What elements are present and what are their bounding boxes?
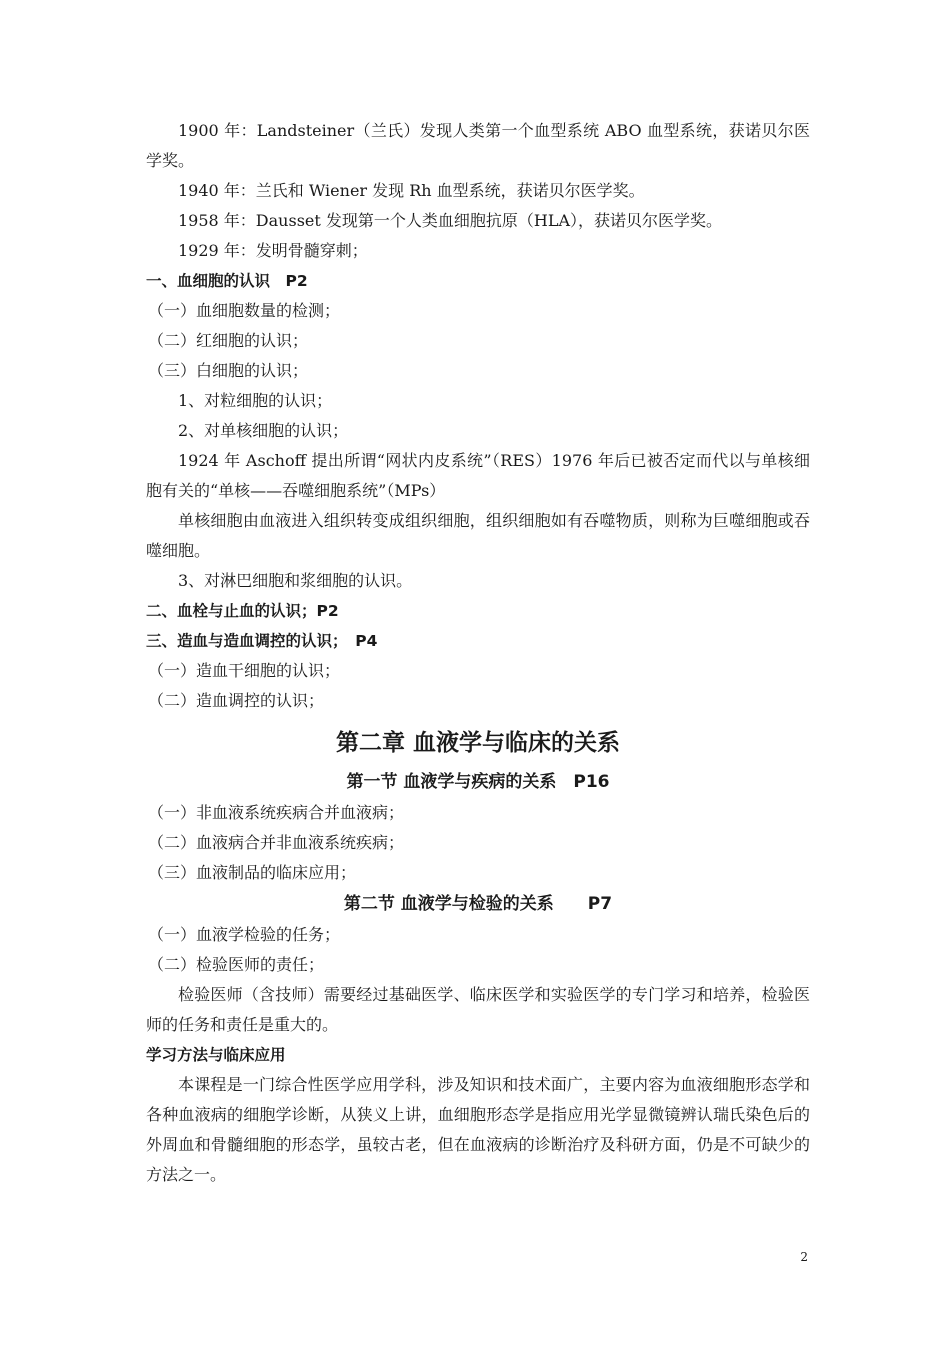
list-item: （二）检验医师的责任；: [148, 955, 325, 974]
intro-paragraph-1900: 1900 年：Landsteiner（兰氏）发现人类第一个血型系统 ABO 血型系统，获诺贝尔医学奖。: [146, 121, 810, 170]
sub-list-item: 1、对粒细胞的认识；: [178, 391, 333, 410]
method-heading: 学习方法与临床应用: [146, 1046, 286, 1064]
method-paragraph: 本课程是一门综合性医学应用学科，涉及知识和技术面广，主要内容为血液细胞形态学和各种血液病的细胞学诊断，从狭义上讲，血细胞形态学是指应用光学显微镜辨认瑞氏染色后的外周血和骨髓细胞的形态学，虽较古老，但在血液病的诊断治疗及科研方面，仍是不可缺少的方法之一。: [146, 1075, 810, 1184]
list-item: （二）红细胞的认识；: [148, 331, 309, 350]
intro-paragraph-1958: 1958 年：Dausset 发现第一个人类血细胞抗原（HLA），获诺贝尔医学奖。: [178, 211, 723, 230]
chapter-title: 第二章 血液学与临床的关系: [335, 730, 620, 756]
page-number: 2: [800, 1250, 808, 1264]
list-item: （一）非血液系统疾病合并血液病；: [148, 803, 405, 822]
list-item: （二）造血调控的认识；: [148, 691, 325, 710]
list-item: （一）造血干细胞的认识；: [148, 661, 341, 680]
intro-paragraph-1929: 1929 年：发明骨髓穿刺；: [178, 241, 368, 260]
list-item: （一）血液学检验的任务；: [148, 925, 341, 944]
monocyte-paragraph: 单核细胞由血液进入组织转变成组织细胞，组织细胞如有吞噬物质，则称为巨噬细胞或吞噬细胞。: [146, 511, 810, 560]
list-item: （三）白细胞的认识；: [148, 361, 309, 380]
physician-paragraph: 检验医师（含技师）需要经过基础医学、临床医学和实验医学的专门学习和培养，检验医师的任务和责任是重大的。: [146, 985, 810, 1034]
page-content: [146, 116, 810, 1190]
section-heading-blood-cells: 一、血细胞的认识 P2: [146, 272, 308, 290]
intro-paragraph-1940: 1940 年：兰氏和 Wiener 发现 Rh 血型系统，获诺贝尔医学奖。: [178, 181, 645, 200]
section-title-laboratory: 第二节 血液学与检验的关系 P7: [343, 894, 613, 914]
section-heading-thrombosis: 二、血栓与止血的认识；P2: [146, 602, 339, 620]
list-item: （一）血细胞数量的检测；: [148, 301, 341, 320]
aschoff-paragraph: 1924 年 Aschoff 提出所谓“网状内皮系统”（RES）1976 年后已被否定而代以与单核细胞有关的“单核——吞噬细胞系统”（MPs）: [146, 451, 810, 500]
sub-list-item: 3、对淋巴细胞和浆细胞的认识。: [178, 571, 413, 590]
sub-list-item: 2、对单核细胞的认识；: [178, 421, 349, 440]
section-heading-hematopoiesis: 三、造血与造血调控的认识； P4: [146, 632, 378, 650]
list-item: （二）血液病合并非血液系统疾病；: [148, 833, 405, 852]
list-item: （三）血液制品的临床应用；: [148, 863, 357, 882]
section-title-disease: 第一节 血液学与疾病的关系 P16: [346, 772, 610, 792]
